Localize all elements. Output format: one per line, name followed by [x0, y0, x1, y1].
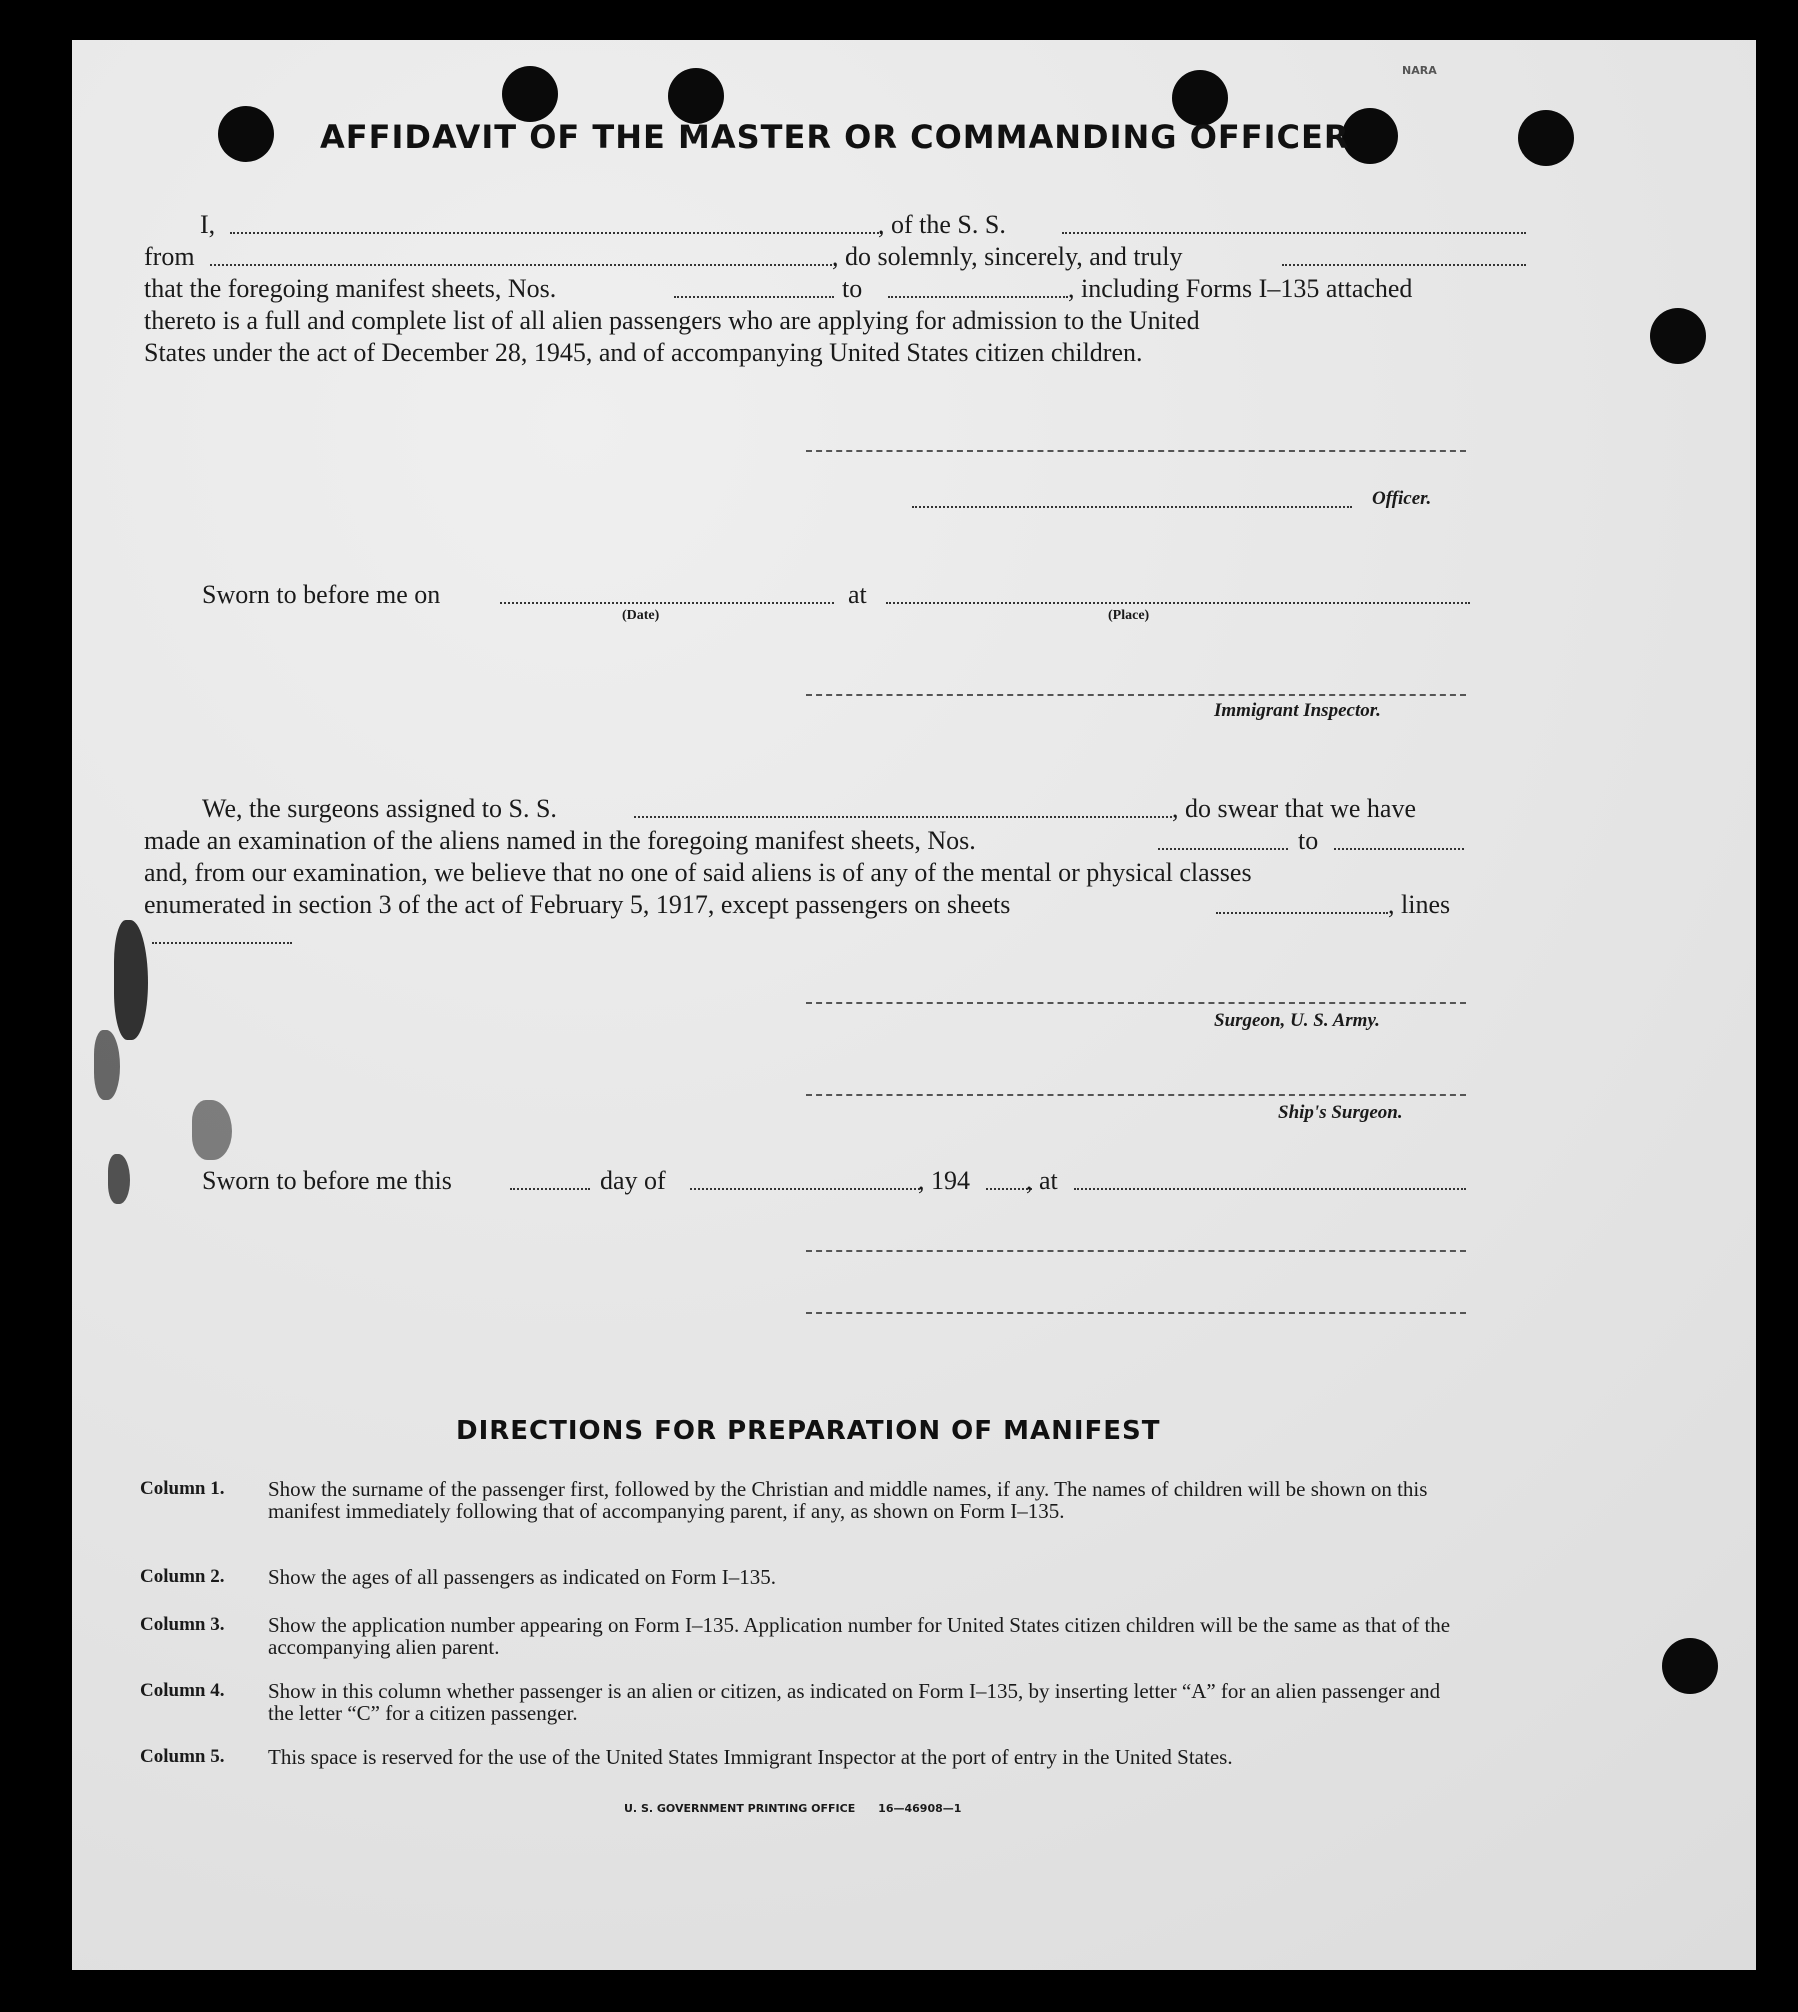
ship-name-field[interactable] — [1062, 232, 1526, 234]
affidavit-line3-c: , including Forms I–135 attached — [1068, 274, 1413, 303]
punch-hole — [668, 68, 724, 124]
affidavit-line1-a: I, — [200, 210, 216, 239]
place-caption: (Place) — [1108, 608, 1150, 623]
master-name-field[interactable] — [230, 232, 882, 234]
affirmation-field[interactable] — [1282, 264, 1526, 266]
date-caption: (Date) — [622, 608, 660, 623]
army-surgeon-caption: Surgeon, U. S. Army. — [1214, 1010, 1380, 1031]
ink-stain — [192, 1100, 232, 1160]
sworn-signature-line-1[interactable] — [806, 1250, 1466, 1252]
direction-column-label: Column 5. — [140, 1746, 225, 1767]
sworn-month-field[interactable] — [690, 1188, 920, 1190]
affidavit-line5: States under the act of December 28, 1945, and of accompanying United States citizen children. — [144, 338, 1143, 367]
sworn-place-field-2[interactable] — [1074, 1188, 1466, 1190]
ship-surgeon-signature-line[interactable] — [806, 1094, 1466, 1096]
ink-stain — [114, 920, 148, 1040]
sworn-at: at — [848, 580, 867, 609]
punch-hole — [502, 66, 558, 122]
sworn-date-field[interactable] — [500, 602, 834, 604]
manifest-nos-to-field[interactable] — [888, 296, 1068, 298]
surgeons-line4-b: , lines — [1388, 890, 1451, 919]
punch-hole — [1342, 108, 1398, 164]
except-lines-field[interactable] — [152, 942, 292, 944]
punch-hole — [1662, 1638, 1718, 1694]
surgeons-line2-b: to — [1298, 826, 1319, 855]
surgeons-line1-a: We, the surgeons assigned to S. S. — [202, 794, 557, 823]
ink-stain — [108, 1154, 130, 1204]
direction-column-label: Column 1. — [140, 1478, 225, 1499]
corner-stamp: NARA — [1402, 64, 1437, 77]
from-port-field[interactable] — [210, 264, 836, 266]
surgeons-line1-b: , do swear that we have — [1172, 794, 1417, 823]
affidavit-line2-a: from — [144, 242, 195, 271]
sworn-at-2: , at — [1026, 1166, 1058, 1195]
directions-title: DIRECTIONS FOR PREPARATION OF MANIFEST — [456, 1416, 1161, 1446]
surgeons-ship-field[interactable] — [634, 816, 1172, 818]
direction-column-label: Column 3. — [140, 1614, 225, 1635]
punch-hole — [1650, 308, 1706, 364]
sworn-day-field[interactable] — [510, 1188, 590, 1190]
exam-sheets-from-field[interactable] — [1158, 848, 1288, 850]
ship-surgeon-caption: Ship's Surgeon. — [1278, 1102, 1403, 1123]
surgeons-line3: and, from our examination, we believe that no one of said aliens is of any of the mental or physical classes — [144, 858, 1252, 887]
except-sheets-field[interactable] — [1216, 912, 1388, 914]
direction-column-text: This space is reserved for the use of the United States Immigrant Inspector at the port of entry in the United States. — [268, 1745, 1233, 1769]
sworn-day-of: day of — [600, 1166, 666, 1195]
officer-caption: Officer. — [1372, 488, 1432, 509]
affidavit-line2-b: , do solemnly, sincerely, and truly — [832, 242, 1183, 271]
sworn-before-this: Sworn to before me this — [202, 1166, 452, 1195]
punch-hole — [1518, 110, 1574, 166]
affidavit-line3-b: to — [842, 274, 863, 303]
officer-signature-line-2[interactable] — [912, 506, 1352, 508]
direction-column-label: Column 2. — [140, 1566, 225, 1587]
inspector-signature-line[interactable] — [806, 694, 1466, 696]
direction-column-label: Column 4. — [140, 1680, 225, 1701]
army-surgeon-signature-line[interactable] — [806, 1002, 1466, 1004]
sworn-signature-line-2[interactable] — [806, 1312, 1466, 1314]
punch-hole — [218, 106, 274, 162]
sworn-year-prefix: , 194 — [918, 1166, 970, 1195]
exam-sheets-to-field[interactable] — [1334, 848, 1464, 850]
sworn-place-field[interactable] — [886, 602, 1470, 604]
officer-signature-line-1[interactable] — [806, 450, 1466, 452]
direction-column-text: Show the surname of the passenger first, followed by the Christian and middle names, if any. The names of children will be shown on this manifest immediately following that of accompanying parent, if any, as shown on Form I–135. — [268, 1477, 1428, 1523]
affidavit-line4: thereto is a full and complete list of all alien passengers who are applying for admission to the United — [144, 306, 1200, 335]
sworn-before-on: Sworn to before me on — [202, 580, 441, 609]
affidavit-line3-a: that the foregoing manifest sheets, Nos. — [144, 274, 557, 303]
direction-column-text: Show the ages of all passengers as indicated on Form I–135. — [268, 1565, 776, 1589]
affidavit-title: AFFIDAVIT OF THE MASTER OR COMMANDING OFFICER — [320, 118, 1350, 156]
inspector-caption: Immigrant Inspector. — [1214, 700, 1381, 721]
manifest-nos-from-field[interactable] — [674, 296, 834, 298]
affidavit-line1-b: , of the S. S. — [878, 210, 1006, 239]
direction-column-text: Show the application number appearing on Form I–135. Application number for United States citizen children will be the same as that of the accompanying alien parent. — [268, 1613, 1451, 1659]
direction-column-text: Show in this column whether passenger is an alien or citizen, as indicated on Form I–135, by inserting letter “A” for an alien passenger and the letter “C” for a citizen passenger. — [268, 1679, 1441, 1725]
printing-office-footer: U. S. GOVERNMENT PRINTING OFFICE 16—46908—1 — [624, 1802, 962, 1815]
surgeons-line4-a: enumerated in section 3 of the act of February 5, 1917, except passengers on sheets — [144, 890, 1011, 919]
surgeons-line2-a: made an examination of the aliens named in the foregoing manifest sheets, Nos. — [144, 826, 976, 855]
ink-stain — [94, 1030, 120, 1100]
document-page — [72, 40, 1756, 1970]
